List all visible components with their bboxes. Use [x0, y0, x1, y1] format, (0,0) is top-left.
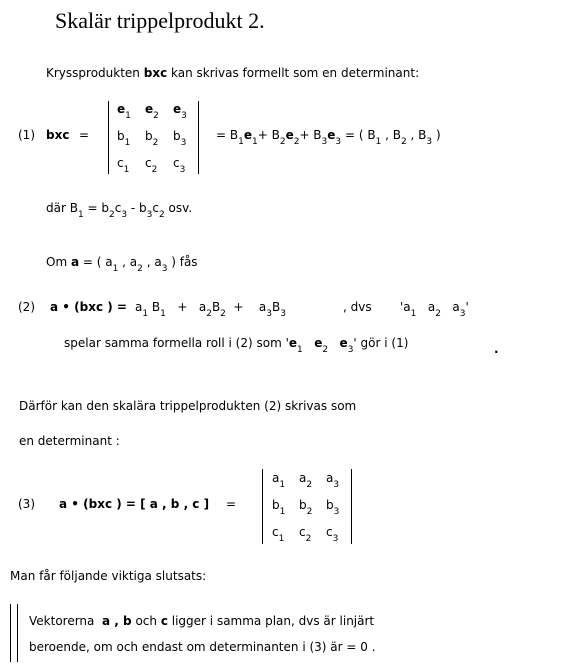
eq3-eq: = — [226, 497, 237, 511]
eq1-rhs — [216, 128, 441, 147]
eq2-t-a1: a — [135, 300, 143, 314]
eq1-rhs-part: 1 — [251, 137, 258, 147]
eq2-t-B2-sub: 2 — [220, 309, 226, 319]
box-vektorerna: Vektorerna — [29, 614, 95, 628]
box-vecs: a , b — [102, 614, 132, 628]
eq3-cell-0-0 — [272, 471, 300, 490]
eq3-label: (3) — [18, 497, 35, 511]
where-tail: osv. — [164, 201, 193, 215]
om-close: ) fås — [167, 255, 198, 269]
eq3-cell-index: 2 — [306, 480, 313, 490]
om-prefix: Om — [46, 255, 68, 269]
intro-text: Kryssprodukten — [46, 66, 140, 80]
where-sub2: 2 — [109, 210, 115, 220]
eq1-cell-index: 3 — [180, 138, 187, 148]
page-title: Skalär trippelprodukt 2. — [55, 8, 265, 33]
eq1-rhs-part: = ( B — [341, 128, 376, 142]
spelar-dot: . — [494, 342, 499, 356]
spelar-s3: 3 — [347, 345, 354, 355]
eq1-rhs-part: , B — [381, 128, 401, 142]
eq2-t-a1-sub: 1 — [142, 309, 149, 319]
eq1-cell-2-0 — [117, 156, 145, 175]
eq2-t-a2: a — [198, 300, 207, 314]
where-sub5: 2 — [159, 210, 165, 220]
where-prefix: där B — [46, 201, 78, 215]
where-mid: = b — [83, 201, 109, 215]
eq1-cell-letter: e — [117, 102, 126, 116]
spelar-s1: 1 — [297, 345, 303, 355]
eq2-t-a2-sub: 2 — [206, 309, 212, 319]
eq1-cell-letter: b — [173, 129, 181, 143]
eq1-rhs-part: e — [243, 128, 252, 142]
om-c1: , a — [118, 255, 138, 269]
eq1-rhs-part: 1 — [375, 137, 382, 147]
eq3-cell-letter: a — [326, 471, 334, 485]
spelar-s2: 2 — [322, 345, 329, 355]
eq1-rhs-part: e — [285, 128, 294, 142]
eq1-matrix-left-bar — [108, 101, 109, 174]
eq1-cell-1-0 — [117, 129, 145, 148]
eq1-cell-index: 2 — [153, 111, 159, 121]
eq2-q1: 1 — [410, 309, 417, 319]
spelar-text: spelar samma formella roll i (2) som ' — [64, 336, 289, 350]
eq1-rhs-part: ) — [432, 128, 441, 142]
darfor-line-1: Därför kan den skalära trippelprodukten (2) skrivas som — [19, 399, 357, 413]
eq1-rhs-part: 2 — [293, 137, 300, 147]
eq1-cell-2-1 — [145, 156, 173, 175]
eq2-t-a3: a — [258, 300, 267, 314]
eq1-cell-letter: c — [117, 156, 124, 170]
eq3-cell-letter: c — [272, 525, 279, 539]
box-och: och — [131, 614, 161, 628]
eq1-cell-letter: c — [173, 156, 180, 170]
om-s3: 3 — [161, 264, 168, 274]
eq3-cell-letter: a — [272, 471, 280, 485]
eq1-cell-letter: b — [117, 129, 125, 143]
eq2-t-B2: B — [211, 300, 221, 314]
eq1-rhs-part: e — [327, 128, 336, 142]
spelar-e1: e — [288, 336, 298, 350]
eq3-cell-index: 3 — [333, 480, 340, 490]
eq1-rhs-part: 1 — [238, 137, 244, 147]
om-eq: = ( a — [79, 255, 113, 269]
eq3-cell-0-2 — [326, 471, 354, 490]
eq3-cell-index: 1 — [279, 507, 286, 517]
eq3-cell-letter: b — [299, 498, 307, 512]
where-sub4: 3 — [146, 210, 153, 220]
eq1-rhs-part: 2 — [279, 137, 286, 147]
eq3-cell-2-1 — [299, 525, 327, 544]
eq1-rhs-part: , B — [406, 128, 427, 142]
eq1-cell-index: 1 — [123, 165, 130, 175]
eq2-q-a3: a — [452, 300, 460, 314]
eq1-lhs: bxc — [46, 128, 70, 142]
eq1-cell-letter: b — [145, 129, 153, 143]
eq2-dvs: , dvs — [343, 300, 372, 314]
eq1-cell-0-0 — [117, 102, 145, 121]
box-rest: ligger i samma plan, dvs är linjärt — [167, 614, 375, 628]
eq2-t-B3: B — [271, 300, 281, 314]
om-s2: 2 — [137, 264, 143, 274]
eq1-cell-0-1 — [145, 102, 173, 121]
eq3-cell-index: 1 — [279, 480, 286, 490]
box-line-1 — [29, 614, 374, 628]
om-a: a — [70, 255, 80, 269]
eq2-q2: 2 — [435, 309, 441, 319]
darfor-line-2: en determinant : — [19, 434, 120, 448]
eq2-terms: $a_1$ $B_1 + a_2B_2$ + $a_3B_3$ — [135, 300, 286, 319]
eq3-cell-index: 3 — [332, 534, 339, 544]
where-c: c — [114, 201, 122, 215]
eq2-label: (2) — [18, 300, 35, 314]
intro-bold: bxc — [143, 66, 168, 80]
eq1-cell-2-2 — [173, 156, 201, 175]
eq1-cell-index: 1 — [124, 138, 131, 148]
eq2-t-B1: B — [151, 300, 161, 314]
where-minus: - b — [127, 201, 147, 215]
eq3-cell-index: 2 — [306, 507, 313, 517]
where-c2: c — [152, 201, 159, 215]
box-bar-outer — [10, 604, 11, 662]
eq1-rhs-part: 2 — [401, 137, 407, 147]
eq1-rhs-part: 3 — [426, 137, 433, 147]
eq2-t-B1-sub: 1 — [160, 309, 166, 319]
om-line — [46, 255, 198, 274]
intro-line — [46, 66, 419, 80]
where-line — [46, 201, 193, 220]
eq2-quote: '$a_1$ $a_2$ $a_3'$ — [400, 300, 469, 319]
spelar-line — [64, 336, 409, 355]
intro-rest: kan skrivas formellt som en determinant: — [171, 66, 420, 80]
spelar-e3: e — [339, 336, 348, 350]
eq3-cell-letter: b — [326, 498, 334, 512]
eq1-cell-1-2 — [173, 129, 201, 148]
eq2-t-B3-sub: 3 — [280, 309, 286, 319]
where-sub3: 3 — [121, 210, 128, 220]
eq2-lhs: a • (bxc ) = — [50, 300, 127, 314]
eq3-cell-index: 2 — [305, 534, 312, 544]
eq1-cell-letter: e — [173, 102, 182, 116]
eq3-cell-2-0 — [272, 525, 300, 544]
om-c2: , a — [142, 255, 162, 269]
eq3-cell-1-1 — [299, 498, 327, 517]
spelar-e2: e — [314, 336, 323, 350]
eq3-cell-1-0 — [272, 498, 300, 517]
eq1-cell-letter: e — [145, 102, 154, 116]
eq2-quote-a: 'a — [400, 300, 411, 314]
spelar-tail: ' gör i (1) — [353, 336, 409, 350]
eq3-cell-letter: c — [299, 525, 306, 539]
where-sub1: 1 — [77, 210, 84, 220]
eq1-cell-index: 2 — [152, 138, 159, 148]
eq1-cell-index: 2 — [151, 165, 158, 175]
slutsats-line: Man får följande viktiga slutsats: — [10, 569, 207, 583]
eq1-rhs-part: = B — [216, 128, 239, 142]
eq2-t-a3-sub: 3 — [266, 309, 272, 319]
eq3-cell-1-2 — [326, 498, 354, 517]
box-bar-inner — [17, 604, 18, 662]
eq1-rhs-part: 3 — [321, 137, 328, 147]
eq3-cell-letter: a — [299, 471, 307, 485]
eq1-cell-1-1 — [145, 129, 173, 148]
eq3-cell-letter: c — [326, 525, 333, 539]
eq3-cell-index: 1 — [278, 534, 285, 544]
eq2-q-a2: a — [427, 300, 436, 314]
eq3-cell-2-2 — [326, 525, 354, 544]
eq1-rhs-part: + B — [257, 128, 280, 142]
eq1-rhs-part: + B — [299, 128, 322, 142]
eq1-label: (1) — [18, 128, 35, 142]
eq1-cell-letter: c — [145, 156, 152, 170]
eq1-rhs-part: 3 — [335, 137, 342, 147]
box-c: c — [160, 614, 168, 628]
eq3-matrix-left-bar — [262, 469, 263, 544]
box-line-2: beroende, om och endast om determinanten i (3) är = 0 . — [29, 640, 376, 654]
eq1-cell-index: 3 — [179, 165, 186, 175]
eq1-cell-index: 3 — [181, 111, 187, 121]
eq3-cell-0-1 — [299, 471, 327, 490]
om-s1: 1 — [112, 264, 119, 274]
eq2-q3: 3 — [459, 309, 466, 319]
eq1-eq: = — [79, 128, 90, 142]
eq1-cell-index: 1 — [125, 111, 131, 121]
eq3-cell-index: 3 — [333, 507, 340, 517]
eq1-cell-0-2 — [173, 102, 201, 121]
eq3-cell-letter: b — [272, 498, 280, 512]
eq3-lhs: a • (bxc ) = [ a , b , c ] — [59, 497, 210, 511]
